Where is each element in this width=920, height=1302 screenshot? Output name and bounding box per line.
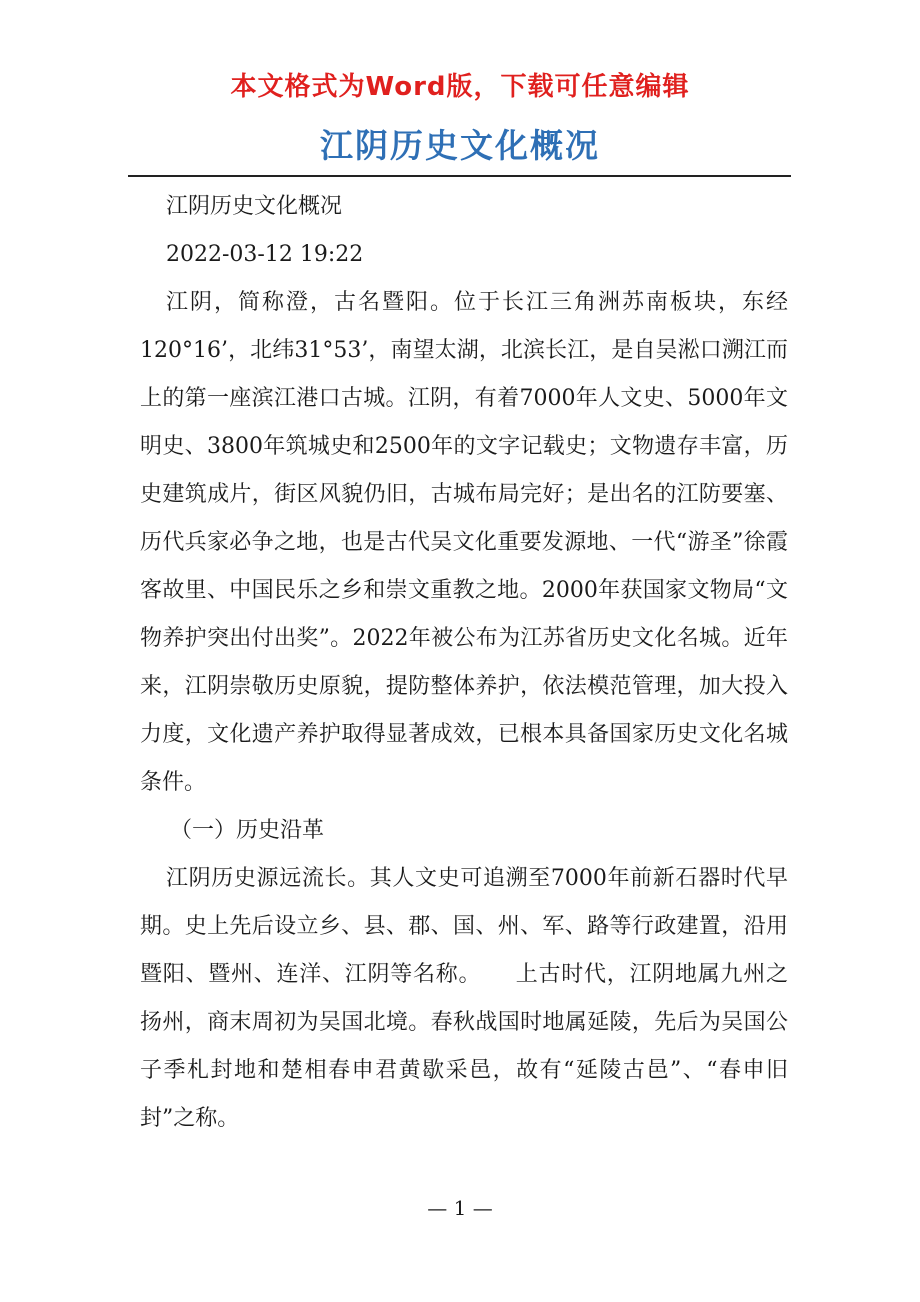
word-format-banner: 本文格式为Word版，下载可任意编辑 bbox=[230, 72, 690, 102]
article-date: 2022-03-12 19:22 bbox=[166, 242, 364, 267]
document-body bbox=[140, 183, 788, 1143]
section-paragraph: 江阴历史源远流长。其人文史可追溯至7000年前新石器时代早期。史上先后设立乡、县、郡、国、州、军、路等行政建置，沿用暨阳、暨州、连洋、江阴等名称。 上古时代，江阴地属九州之扬州，商末周初为吴国北境。春秋战国时地属延陵，先后为吴国公子季札封地和楚相春申君黄歇采邑，故有“延陵古邑”、“春申旧封”之称。 bbox=[140, 866, 788, 1131]
title-divider bbox=[128, 175, 791, 177]
intro-paragraph: 江阴，简称澄，古名暨阳。位于长江三角洲苏南板块，东经120°16’，北纬31°53’，南望太湖，北滨长江，是自吴淞口溯江而上的第一座滨江港口古城。江阴，有着7000年人文史、5000年文明史、3800年筑城史和2500年的文字记载史；文物遗存丰富，历史建筑成片，街区风貌仍旧，古城布局完好；是出名的江防要塞、历代兵家必争之地，也是古代吴文化重要发源地、一代“游圣”徐霞客故里、中国民乐之乡和崇文重教之地。2000年获国家文物局“文物养护突出付出奖”。2022年被公布为江苏省历史文化名城。近年来，江阴崇敬历史原貌，提防整体养护，依法模范管理，加大投入力度，文化遗产养护取得显著成效，已根本具备国家历史文化名城条件。 bbox=[140, 290, 788, 795]
section-heading: （一）历史沿革 bbox=[170, 818, 325, 843]
page-number: — 1 — bbox=[427, 1196, 493, 1220]
article-subtitle: 江阴历史文化概况 bbox=[166, 194, 343, 219]
document-title: 江阴历史文化概况 bbox=[320, 126, 600, 165]
